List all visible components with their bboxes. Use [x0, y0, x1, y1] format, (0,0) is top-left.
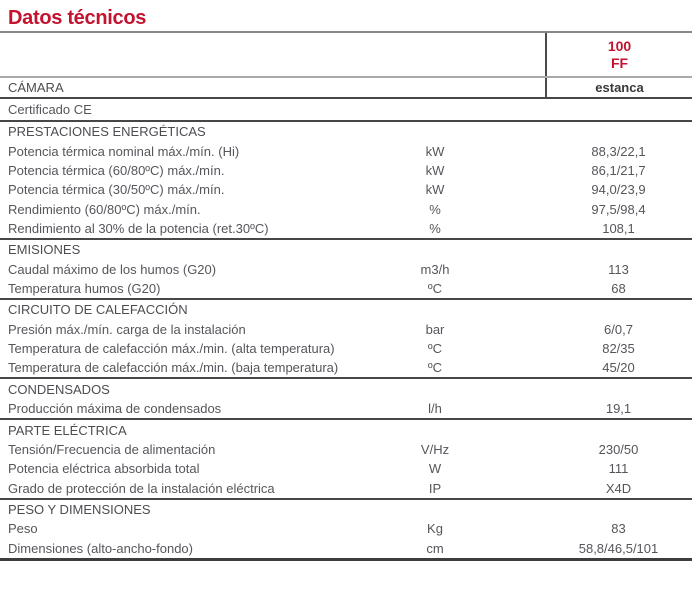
section-circuito-calefaccion — [0, 300, 692, 379]
row-unit: l/h — [428, 401, 442, 417]
row-value: 86,1/21,7 — [591, 162, 646, 178]
certificate-label: Certificado CE — [8, 102, 92, 117]
section-title: CONDENSADOS — [8, 381, 110, 397]
camara-value: estanca — [545, 78, 692, 97]
row-label: Grado de protección de la instalación eléctrica — [8, 480, 275, 496]
certificate-row — [0, 99, 692, 122]
table-row — [0, 279, 692, 298]
row-unit: kW — [425, 182, 445, 198]
table-row — [0, 538, 692, 557]
camara-row — [0, 78, 692, 99]
model-name-line1: 100 — [607, 37, 632, 54]
row-label: Rendimiento al 30% de la potencia (ret.30ºC) — [8, 220, 269, 236]
table-row — [0, 142, 692, 161]
row-label: Presión máx./mín. carga de la instalación — [8, 321, 246, 337]
row-unit: % — [429, 201, 441, 217]
table-row — [0, 519, 692, 538]
row-label: Temperatura de calefacción máx./min. (baja temperatura) — [8, 360, 339, 376]
table-row — [0, 459, 692, 478]
table-row — [0, 358, 692, 377]
table-row — [0, 399, 692, 418]
row-label: Caudal máximo de los humos (G20) — [8, 261, 217, 277]
model-header-spacer — [0, 33, 545, 76]
section-title: EMISIONES — [8, 242, 81, 258]
row-value: 82/35 — [602, 341, 635, 357]
row-unit: Kg — [427, 521, 443, 537]
row-value: 88,3/22,1 — [591, 143, 646, 159]
section-peso-dimensiones — [0, 500, 692, 561]
row-value: 83 — [611, 521, 626, 537]
row-label: Tensión/Frecuencia de alimentación — [8, 441, 216, 457]
section-title: PRESTACIONES ENERGÉTICAS — [8, 124, 206, 140]
section-title-row — [0, 379, 692, 399]
row-unit: bar — [425, 321, 445, 337]
row-label: Temperatura de calefacción máx./min. (alta temperatura) — [8, 341, 335, 357]
row-unit: ºC — [427, 341, 443, 357]
section-emisiones — [0, 240, 692, 300]
row-value: 19,1 — [605, 401, 632, 417]
section-title-row — [0, 300, 692, 320]
row-value: X4D — [605, 480, 632, 496]
row-unit: W — [428, 461, 442, 477]
section-title-row — [0, 500, 692, 520]
section-title: CIRCUITO DE CALEFACCIÓN — [8, 302, 188, 318]
row-unit: V/Hz — [420, 441, 450, 457]
row-label: Potencia eléctrica absorbida total — [8, 461, 200, 477]
row-value: 108,1 — [602, 220, 635, 236]
section-condensados — [0, 379, 692, 420]
page-title: Datos técnicos — [8, 7, 147, 29]
table-row — [0, 219, 692, 238]
table-row — [0, 161, 692, 180]
table-row — [0, 320, 692, 339]
model-header-cell — [545, 33, 692, 76]
row-unit: ºC — [427, 280, 443, 296]
row-label: Temperatura humos (G20) — [8, 280, 161, 296]
model-header-row — [0, 33, 692, 78]
table-row — [0, 478, 692, 497]
row-unit: % — [429, 220, 441, 236]
section-title-row — [0, 122, 692, 142]
table-row — [0, 259, 692, 278]
row-value: 6/0,7 — [604, 321, 633, 337]
row-label: Rendimiento (60/80ºC) máx./mín. — [8, 201, 201, 217]
row-label: Potencia térmica (60/80ºC) máx./mín. — [8, 162, 225, 178]
model-name-line2: FF — [610, 54, 629, 71]
section-title-row — [0, 240, 692, 260]
row-value: 94,0/23,9 — [591, 182, 646, 198]
row-unit: ºC — [427, 360, 443, 376]
row-value: 97,5/98,4 — [591, 201, 646, 217]
section-title: PARTE ELÉCTRICA — [8, 422, 127, 438]
row-value: 230/50 — [598, 441, 639, 457]
row-unit: IP — [428, 480, 442, 496]
row-value: 58,8/46,5/101 — [578, 540, 659, 556]
section-title: PESO Y DIMENSIONES — [8, 501, 151, 517]
row-unit: m3/h — [420, 261, 450, 277]
row-label: Producción máxima de condensados — [8, 401, 222, 417]
section-parte-electrica — [0, 420, 692, 499]
row-unit: kW — [425, 162, 445, 178]
table-row — [0, 440, 692, 459]
row-label: Dimensiones (alto-ancho-fondo) — [8, 540, 193, 556]
section-title-row — [0, 420, 692, 440]
row-unit: cm — [426, 540, 444, 556]
row-label: Potencia térmica nominal máx./mín. (Hi) — [8, 143, 240, 159]
row-value: 113 — [608, 261, 629, 277]
camara-label: CÁMARA — [8, 80, 64, 95]
section-prestaciones-energeticas — [0, 122, 692, 240]
table-row — [0, 199, 692, 218]
row-value: 111 — [608, 461, 629, 477]
row-value: 68 — [611, 280, 626, 296]
table-row — [0, 339, 692, 358]
row-label: Potencia térmica (30/50ºC) máx./mín. — [8, 182, 225, 198]
table-row — [0, 180, 692, 199]
row-value: 45/20 — [602, 360, 635, 376]
row-label: Peso — [8, 521, 38, 537]
row-unit: kW — [425, 143, 445, 159]
